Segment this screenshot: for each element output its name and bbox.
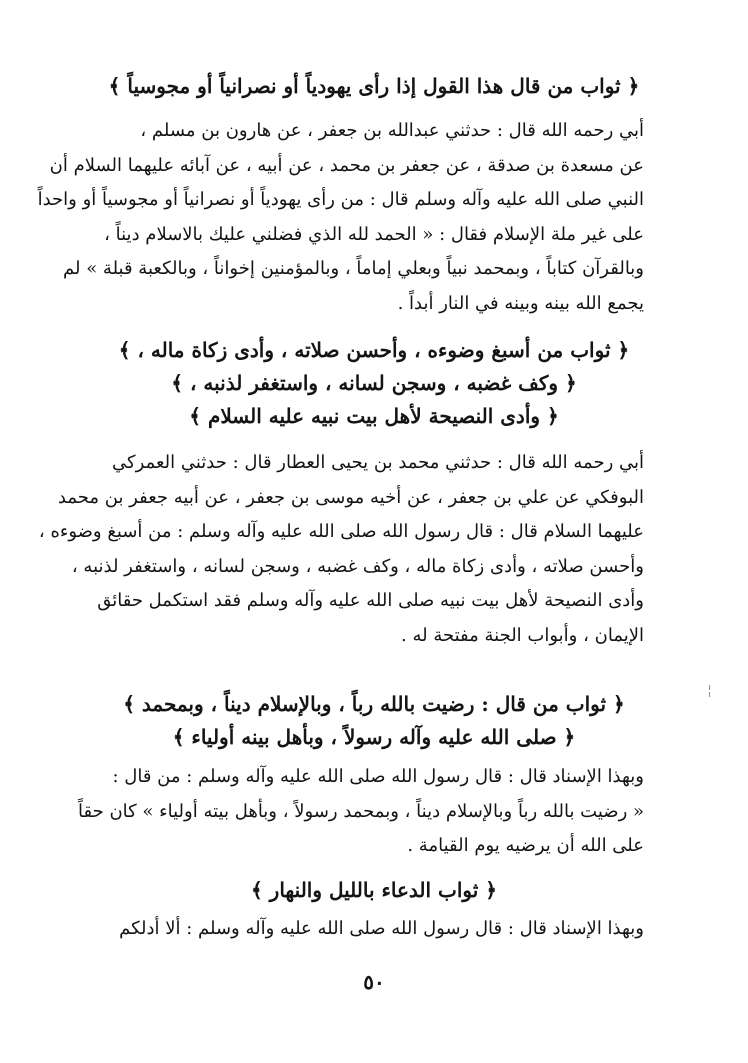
heading-line: ﴿ ثواب من قال : رضيت بالله رباً ، وبالإسلام ديناً ، وبمحمد ﴾ (123, 692, 625, 716)
section-1-heading (60, 70, 688, 103)
scan-mark: ╎ (706, 684, 714, 698)
body-line: وأحسن صلاته ، وأدى زكاة ماله ، وكف غضبه ، وسجن لسانه ، واستغفر لذنبه ، (71, 555, 644, 577)
body-line: عن مسعدة بن صدقة ، عن جعفر بن محمد ، عن أبيه ، عن آبائه عليهما السلام أن (49, 154, 644, 176)
body-line: وأدى النصيحة لأهل بيت نبيه صلى الله عليه وآله وسلم فقد استكمل حقائق (97, 590, 644, 611)
body-line: وبهذا الإسناد قال : قال رسول الله صلى الله عليه وآله وسلم : من قال : (112, 766, 644, 787)
body-line: وبهذا الإسناد قال : قال رسول الله صلى الله عليه وآله وسلم : ألا أدلكم (119, 918, 644, 939)
heading-line: ﴿ ثواب الدعاء بالليل والنهار ﴾ (251, 878, 497, 902)
heading-line: ﴿ صلى الله عليه وآله رسولاً ، وبأهل بينه أولياء ﴾ (172, 725, 576, 749)
body-line: على غير ملة الإسلام فقال : « الحمد لله الذي فضلني عليك بالاسلام ديناً ، (104, 223, 644, 245)
body-line: عليهما السلام قال : قال رسول الله صلى الله عليه وآله وسلم : من أسبغ وضوءه ، (38, 521, 644, 542)
section-2-body (38, 446, 644, 653)
body-line: الإيمان ، وأبواب الجنة مفتحة له . (401, 624, 644, 646)
body-line: يجمع الله بينه وبينه في النار أبداً . (397, 292, 644, 314)
body-line: النبي صلى الله عليه وآله وسلم قال : من رأى يهودياً أو نصرانياً أو مجوسياً أو واحداً (37, 189, 644, 210)
heading-line: ﴿ وأدى النصيحة لأهل بيت نبيه عليه السلام ﴾ (189, 404, 559, 428)
heading-line: ﴿ ثواب من قال هذا القول إذا رأى يهودياً أو نصرانياً أو مجوسياً ﴾ (108, 74, 640, 98)
section-4-body (58, 912, 644, 947)
body-line: أبي رحمه الله قال : حدثني محمد بن يحيى العطار قال : حدثني العمركي (112, 452, 644, 473)
section-3-heading (60, 688, 688, 754)
body-line: على الله أن يرضيه يوم القيامة . (407, 835, 644, 856)
page-number: ٥٠ (363, 970, 385, 994)
section-3-body (58, 760, 644, 864)
section-1-body (37, 114, 644, 321)
heading-line: ﴿ ثواب من أسبغ وضوءه ، وأحسن صلاته ، وأدى زكاة ماله ، ﴾ (118, 338, 630, 362)
section-2-heading (60, 334, 688, 433)
section-4-heading (60, 874, 688, 907)
body-line: « رضيت بالله رباً وبالإسلام ديناً ، وبمحمد رسولاً ، وبأهل بيته أولياء » كان حقاً (78, 800, 644, 822)
body-line: وبالقرآن كتاباً ، وبمحمد نبياً وبعلي إماماً ، وبالمؤمنين إخواناً ، وبالكعبة قبلة » لم (63, 258, 644, 279)
heading-line: ﴿ وكف غضبه ، وسجن لسانه ، واستغفر لذنبه ، ﴾ (171, 371, 577, 395)
body-line: البوفكي عن علي بن جعفر ، عن أخيه موسى بن جعفر ، عن أبيه جعفر بن محمد (57, 486, 644, 508)
body-line: أبي رحمه الله قال : حدثني عبدالله بن جعفر ، عن هارون بن مسلم ، (140, 120, 644, 141)
